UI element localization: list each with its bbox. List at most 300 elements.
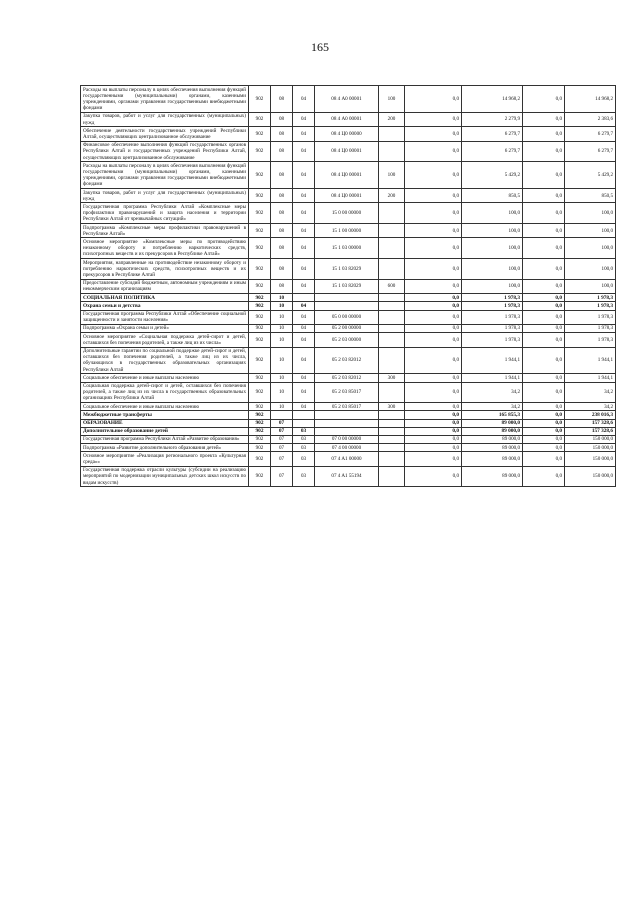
admin-code-cell: 902 (249, 333, 271, 347)
expense-type-cell (379, 203, 405, 224)
row-name-cell: Межбюджетные трансферты (81, 411, 249, 419)
admin-code-cell: 902 (249, 302, 271, 310)
table-row (81, 333, 616, 347)
amount-4-cell: 14 968,2 (565, 86, 616, 113)
table-row (81, 403, 616, 411)
expense-type-cell (379, 347, 405, 374)
amount-2-cell: 89 000,0 (462, 444, 523, 452)
amount-1-cell: 0,0 (405, 411, 462, 419)
subsection-code-cell: 04 (293, 333, 315, 347)
expense-type-cell (379, 310, 405, 324)
subsection-code-cell: 03 (293, 427, 315, 435)
row-name-cell: Расходы на выплаты персоналу в целях обеспечения выполнения функций государственными (муниципальными) органами, казенными учреждениями, органами управления государственными внебюджетными фондами (81, 86, 249, 113)
section-code-cell: 08 (271, 86, 293, 113)
amount-3-cell: 0,0 (523, 435, 565, 443)
amount-4-cell: 238 016,3 (565, 411, 616, 419)
subsection-code-cell: 04 (293, 238, 315, 259)
amount-1-cell: 0,0 (405, 302, 462, 310)
table-row (81, 259, 616, 280)
amount-3-cell: 0,0 (523, 411, 565, 419)
table-row (81, 141, 616, 162)
subsection-code-cell (293, 411, 315, 419)
expense-type-cell (379, 302, 405, 310)
amount-2-cell: 100,0 (462, 279, 523, 293)
row-name-cell: ОБРАЗОВАНИЕ (81, 419, 249, 427)
admin-code-cell: 902 (249, 444, 271, 452)
amount-2-cell: 100,0 (462, 259, 523, 280)
expense-type-cell (379, 452, 405, 466)
subsection-code-cell: 04 (293, 162, 315, 189)
amount-1-cell: 0,0 (405, 382, 462, 403)
target-article-cell: 08 4 А0 00001 (315, 112, 379, 126)
subsection-code-cell: 03 (293, 452, 315, 466)
subsection-code-cell: 04 (293, 86, 315, 113)
section-code-cell: 08 (271, 279, 293, 293)
table-row (81, 86, 616, 113)
admin-code-cell: 902 (249, 162, 271, 189)
amount-2-cell: 1 978,3 (462, 324, 523, 332)
target-article-cell: 15 0 00 00000 (315, 203, 379, 224)
expense-type-cell (379, 427, 405, 435)
subsection-code-cell: 04 (293, 382, 315, 403)
target-article-cell: 08 4 А0 00001 (315, 86, 379, 113)
table-row (81, 162, 616, 189)
row-name-cell: Закупка товаров, работ и услуг для государственных (муниципальных) нужд (81, 189, 249, 203)
amount-2-cell: 165 855,3 (462, 411, 523, 419)
amount-4-cell: 1 978,3 (565, 324, 616, 332)
amount-3-cell: 0,0 (523, 382, 565, 403)
table-row (81, 224, 616, 238)
amount-4-cell: 157 328,6 (565, 419, 616, 427)
table-row (81, 189, 616, 203)
amount-4-cell: 100,0 (565, 224, 616, 238)
row-name-cell: Охрана семьи и детства (81, 302, 249, 310)
amount-1-cell: 0,0 (405, 403, 462, 411)
target-article-cell: 08 4 Ц0 00001 (315, 141, 379, 162)
section-code-cell: 07 (271, 427, 293, 435)
admin-code-cell: 902 (249, 238, 271, 259)
subsection-code-cell: 04 (293, 189, 315, 203)
admin-code-cell: 902 (249, 127, 271, 141)
amount-2-cell: 6 279,7 (462, 127, 523, 141)
table-row (81, 203, 616, 224)
amount-4-cell: 150 000,0 (565, 444, 616, 452)
section-code-cell: 07 (271, 466, 293, 487)
target-article-cell: 08 4 Ц0 00001 (315, 162, 379, 189)
amount-3-cell: 0,0 (523, 238, 565, 259)
amount-4-cell: 150 000,0 (565, 466, 616, 487)
subsection-code-cell: 04 (293, 112, 315, 126)
amount-3-cell: 0,0 (523, 203, 565, 224)
expense-type-cell: 100 (379, 86, 405, 113)
row-name-cell: Социальное обеспечение и иные выплаты населению (81, 374, 249, 382)
admin-code-cell: 902 (249, 324, 271, 332)
amount-3-cell: 0,0 (523, 374, 565, 382)
amount-4-cell: 5 429,2 (565, 162, 616, 189)
amount-4-cell: 100,0 (565, 238, 616, 259)
amount-2-cell: 6 279,7 (462, 141, 523, 162)
amount-2-cell: 89 000,0 (462, 435, 523, 443)
admin-code-cell: 902 (249, 382, 271, 403)
subsection-code-cell: 03 (293, 466, 315, 487)
admin-code-cell: 902 (249, 403, 271, 411)
row-name-cell: Государственная программа Республики Алтай «Обеспечение социальной защищенности и занятости населения» (81, 310, 249, 324)
admin-code-cell: 902 (249, 86, 271, 113)
target-article-cell: 07 0 00 00000 (315, 435, 379, 443)
amount-4-cell: 1 944,1 (565, 347, 616, 374)
admin-code-cell: 902 (249, 411, 271, 419)
subsection-code-cell: 03 (293, 444, 315, 452)
expense-type-cell: 600 (379, 279, 405, 293)
admin-code-cell: 902 (249, 279, 271, 293)
expense-type-cell (379, 435, 405, 443)
section-code-cell (271, 411, 293, 419)
expense-type-cell: 100 (379, 162, 405, 189)
target-article-cell (315, 302, 379, 310)
expense-type-cell: 300 (379, 374, 405, 382)
subsection-code-cell: 04 (293, 310, 315, 324)
admin-code-cell: 902 (249, 310, 271, 324)
amount-3-cell: 0,0 (523, 444, 565, 452)
amount-2-cell: 2 279,9 (462, 112, 523, 126)
table-row (81, 127, 616, 141)
section-code-cell: 08 (271, 127, 293, 141)
amount-2-cell: 850,5 (462, 189, 523, 203)
amount-2-cell: 14 968,2 (462, 86, 523, 113)
amount-1-cell: 0,0 (405, 294, 462, 302)
expense-type-cell: 200 (379, 189, 405, 203)
section-code-cell: 08 (271, 141, 293, 162)
admin-code-cell: 902 (249, 347, 271, 374)
expense-type-cell (379, 333, 405, 347)
table-row (81, 238, 616, 259)
amount-2-cell: 1 978,3 (462, 333, 523, 347)
page-number: 165 (311, 40, 329, 54)
amount-2-cell: 89 000,0 (462, 419, 523, 427)
amount-1-cell: 0,0 (405, 333, 462, 347)
subsection-code-cell (293, 419, 315, 427)
subsection-code-cell (293, 294, 315, 302)
amount-4-cell: 1 978,3 (565, 310, 616, 324)
section-code-cell: 10 (271, 294, 293, 302)
amount-2-cell: 100,0 (462, 203, 523, 224)
section-code-cell: 08 (271, 238, 293, 259)
amount-3-cell: 0,0 (523, 302, 565, 310)
admin-code-cell: 902 (249, 427, 271, 435)
expense-type-cell (379, 259, 405, 280)
target-article-cell: 05 2 03 85017 (315, 382, 379, 403)
row-name-cell: Социальная поддержка детей-сирот и детей, оставшихся без попечения родителей, а также лиц из их числа в государственных образовательных организациях Республики Алтай (81, 382, 249, 403)
section-code-cell: 10 (271, 347, 293, 374)
admin-code-cell: 902 (249, 419, 271, 427)
amount-4-cell: 34,2 (565, 403, 616, 411)
row-name-cell: Мероприятия, направленные на противодействие незаконному обороту и потреблению наркотических средств, психотропных веществ и их прекурсоров в Республике Алтай (81, 259, 249, 280)
amount-1-cell: 0,0 (405, 466, 462, 487)
amount-1-cell: 0,0 (405, 203, 462, 224)
target-article-cell: 05 0 00 00000 (315, 310, 379, 324)
table-row (81, 452, 616, 466)
expense-type-cell (379, 127, 405, 141)
amount-1-cell: 0,0 (405, 162, 462, 189)
target-article-cell: 07 4 A1 00000 (315, 452, 379, 466)
amount-1-cell: 0,0 (405, 224, 462, 238)
amount-1-cell: 0,0 (405, 141, 462, 162)
section-code-cell: 10 (271, 310, 293, 324)
subsection-code-cell: 04 (293, 347, 315, 374)
target-article-cell (315, 294, 379, 302)
subsection-code-cell: 04 (293, 224, 315, 238)
amount-2-cell: 1 978,3 (462, 310, 523, 324)
row-name-cell: Основное мероприятие «Реализация регионального проекта «Культурная среда»» (81, 452, 249, 466)
table-row (81, 112, 616, 126)
amount-1-cell: 0,0 (405, 324, 462, 332)
amount-3-cell: 0,0 (523, 427, 565, 435)
row-name-cell: Финансовое обеспечение выполнения функций государственных органов Республики Алтай и государственных учреждений Республики Алтай, осуществляющих централизованное обслуживание (81, 141, 249, 162)
amount-2-cell: 100,0 (462, 238, 523, 259)
amount-3-cell: 0,0 (523, 162, 565, 189)
table-row (81, 302, 616, 310)
section-code-cell: 08 (271, 162, 293, 189)
row-name-cell: Социальное обеспечение и иные выплаты населению (81, 403, 249, 411)
amount-2-cell: 89 000,0 (462, 452, 523, 466)
amount-4-cell: 6 279,7 (565, 127, 616, 141)
subsection-code-cell: 04 (293, 259, 315, 280)
amount-3-cell: 0,0 (523, 324, 565, 332)
amount-3-cell: 0,0 (523, 419, 565, 427)
target-article-cell: 15 1 03 00000 (315, 238, 379, 259)
target-article-cell: 15 1 00 00000 (315, 224, 379, 238)
amount-1-cell: 0,0 (405, 86, 462, 113)
target-article-cell: 05 2 03 85017 (315, 403, 379, 411)
amount-1-cell: 0,0 (405, 347, 462, 374)
expense-type-cell (379, 444, 405, 452)
amount-1-cell: 0,0 (405, 279, 462, 293)
expense-type-cell (379, 238, 405, 259)
amount-3-cell: 0,0 (523, 259, 565, 280)
expense-type-cell (379, 324, 405, 332)
amount-4-cell: 100,0 (565, 203, 616, 224)
amount-1-cell: 0,0 (405, 374, 462, 382)
amount-4-cell: 2 383,6 (565, 112, 616, 126)
expense-type-cell: 200 (379, 112, 405, 126)
amount-2-cell: 89 000,0 (462, 466, 523, 487)
admin-code-cell: 902 (249, 189, 271, 203)
section-code-cell: 10 (271, 324, 293, 332)
section-code-cell: 10 (271, 374, 293, 382)
expense-type-cell: 300 (379, 403, 405, 411)
target-article-cell: 07 4 A1 55194 (315, 466, 379, 487)
table-row (81, 347, 616, 374)
admin-code-cell: 902 (249, 203, 271, 224)
target-article-cell (315, 427, 379, 435)
table-row (81, 419, 616, 427)
row-name-cell: Предоставление субсидий бюджетным, автономным учреждениям и иным некоммерческим организациям (81, 279, 249, 293)
amount-2-cell: 100,0 (462, 224, 523, 238)
expense-type-cell (379, 466, 405, 487)
amount-3-cell: 0,0 (523, 224, 565, 238)
target-article-cell: 08 4 Ц0 00000 (315, 127, 379, 141)
subsection-code-cell: 03 (293, 435, 315, 443)
amount-1-cell: 0,0 (405, 127, 462, 141)
amount-4-cell: 100,0 (565, 259, 616, 280)
table-row (81, 279, 616, 293)
amount-3-cell: 0,0 (523, 347, 565, 374)
amount-3-cell: 0,0 (523, 403, 565, 411)
amount-1-cell: 0,0 (405, 112, 462, 126)
section-code-cell: 10 (271, 302, 293, 310)
section-code-cell: 08 (271, 224, 293, 238)
amount-3-cell: 0,0 (523, 333, 565, 347)
amount-3-cell: 0,0 (523, 112, 565, 126)
amount-1-cell: 0,0 (405, 452, 462, 466)
section-code-cell: 10 (271, 382, 293, 403)
table-row (81, 310, 616, 324)
amount-1-cell: 0,0 (405, 259, 462, 280)
target-article-cell: 08 4 Ц0 00001 (315, 189, 379, 203)
table-row (81, 382, 616, 403)
amount-3-cell: 0,0 (523, 310, 565, 324)
row-name-cell: Расходы на выплаты персоналу в целях обеспечения выполнения функций государственными (муниципальными) органами, казенными учреждениями, органами управления государственными внебюджетными фондами (81, 162, 249, 189)
table-row (81, 435, 616, 443)
amount-1-cell: 0,0 (405, 427, 462, 435)
amount-4-cell: 1 978,3 (565, 302, 616, 310)
amount-1-cell: 0,0 (405, 435, 462, 443)
row-name-cell: Обеспечение деятельности государственных учреждений Республики Алтай, осуществляющих централизованное обслуживание (81, 127, 249, 141)
row-name-cell: Дополнительное образование детей (81, 427, 249, 435)
subsection-code-cell: 04 (293, 141, 315, 162)
admin-code-cell: 902 (249, 452, 271, 466)
section-code-cell: 07 (271, 444, 293, 452)
amount-4-cell: 1 978,3 (565, 333, 616, 347)
row-name-cell: Подпрограмма «Развитие дополнительного образования детей» (81, 444, 249, 452)
expense-type-cell (379, 294, 405, 302)
row-name-cell: Государственная поддержка отрасли культуры (субсидии на реализацию мероприятий по модернизации муниципальных детских школ искусств по видам искусств) (81, 466, 249, 487)
amount-4-cell: 100,0 (565, 279, 616, 293)
row-name-cell: Основное мероприятие «Социальная поддержка детей-сирот и детей, оставшихся без попечения родителей, а также лиц из их числа» (81, 333, 249, 347)
amount-4-cell: 150 000,0 (565, 452, 616, 466)
section-code-cell: 10 (271, 333, 293, 347)
amount-4-cell: 34,2 (565, 382, 616, 403)
admin-code-cell: 902 (249, 466, 271, 487)
admin-code-cell: 902 (249, 259, 271, 280)
budget-table-body (81, 86, 616, 487)
row-name-cell: Подпрограмма «Комплексные меры профилактики правонарушений в Республике Алтай» (81, 224, 249, 238)
amount-2-cell: 5 429,2 (462, 162, 523, 189)
amount-3-cell: 0,0 (523, 141, 565, 162)
amount-1-cell: 0,0 (405, 310, 462, 324)
row-name-cell: Закупка товаров, работ и услуг для государственных (муниципальных) нужд (81, 112, 249, 126)
target-article-cell: 07 4 00 00000 (315, 444, 379, 452)
amount-2-cell: 1 978,3 (462, 294, 523, 302)
amount-3-cell: 0,0 (523, 294, 565, 302)
row-name-cell: Дополнительные гарантии по социальной поддержке детей-сирот и детей, оставшихся без попечения родителей, а также лиц из их числа, обучающихся в государственных образовательных организациях Республики Алтай (81, 347, 249, 374)
row-name-cell: Государственная программа Республики Алтай «Комплексные меры профилактики правонарушений и защита населения и территории Республики Алтай от чрезвычайных ситуаций» (81, 203, 249, 224)
amount-4-cell: 1 944,1 (565, 374, 616, 382)
section-code-cell: 08 (271, 189, 293, 203)
admin-code-cell: 902 (249, 141, 271, 162)
subsection-code-cell: 04 (293, 302, 315, 310)
subsection-code-cell: 04 (293, 374, 315, 382)
target-article-cell: 15 1 03 82029 (315, 279, 379, 293)
subsection-code-cell: 04 (293, 324, 315, 332)
target-article-cell: 05 2 03 82012 (315, 374, 379, 382)
section-code-cell: 08 (271, 112, 293, 126)
target-article-cell (315, 419, 379, 427)
amount-2-cell: 1 978,3 (462, 302, 523, 310)
table-row (81, 411, 616, 419)
amount-4-cell: 6 279,7 (565, 141, 616, 162)
amount-3-cell: 0,0 (523, 189, 565, 203)
row-name-cell: СОЦИАЛЬНАЯ ПОЛИТИКА (81, 294, 249, 302)
expense-type-cell (379, 382, 405, 403)
expense-type-cell (379, 411, 405, 419)
subsection-code-cell: 04 (293, 279, 315, 293)
amount-2-cell: 1 944,1 (462, 347, 523, 374)
amount-4-cell: 1 978,3 (565, 294, 616, 302)
amount-1-cell: 0,0 (405, 189, 462, 203)
amount-3-cell: 0,0 (523, 466, 565, 487)
section-code-cell: 10 (271, 403, 293, 411)
target-article-cell: 05 2 03 00000 (315, 333, 379, 347)
row-name-cell: Основное мероприятие «Комплексные меры по противодействию незаконному обороту и потреблению наркотических средств, психотропных веществ и их прекурсоров в Республике Алтай» (81, 238, 249, 259)
table-row (81, 294, 616, 302)
amount-2-cell: 34,2 (462, 403, 523, 411)
amount-2-cell: 1 944,1 (462, 374, 523, 382)
target-article-cell: 05 2 00 00000 (315, 324, 379, 332)
amount-4-cell: 850,5 (565, 189, 616, 203)
amount-2-cell: 34,2 (462, 382, 523, 403)
target-article-cell (315, 411, 379, 419)
admin-code-cell: 902 (249, 294, 271, 302)
target-article-cell: 05 2 03 82012 (315, 347, 379, 374)
section-code-cell: 08 (271, 203, 293, 224)
subsection-code-cell: 04 (293, 203, 315, 224)
amount-1-cell: 0,0 (405, 444, 462, 452)
expense-type-cell (379, 419, 405, 427)
section-code-cell: 07 (271, 452, 293, 466)
table-row (81, 427, 616, 435)
section-code-cell: 07 (271, 419, 293, 427)
expense-type-cell (379, 224, 405, 238)
subsection-code-cell: 04 (293, 127, 315, 141)
section-code-cell: 08 (271, 259, 293, 280)
amount-4-cell: 150 000,0 (565, 435, 616, 443)
subsection-code-cell: 04 (293, 403, 315, 411)
row-name-cell: Подпрограмма «Охрана семьи и детей» (81, 324, 249, 332)
admin-code-cell: 902 (249, 435, 271, 443)
amount-1-cell: 0,0 (405, 238, 462, 259)
admin-code-cell: 902 (249, 112, 271, 126)
admin-code-cell: 902 (249, 224, 271, 238)
table-row (81, 466, 616, 487)
amount-3-cell: 0,0 (523, 127, 565, 141)
row-name-cell: Государственная программа Республики Алтай «Развитие образования» (81, 435, 249, 443)
admin-code-cell: 902 (249, 374, 271, 382)
budget-table (80, 85, 616, 487)
expense-type-cell (379, 141, 405, 162)
table-row (81, 444, 616, 452)
section-code-cell: 07 (271, 435, 293, 443)
amount-2-cell: 89 000,0 (462, 427, 523, 435)
amount-4-cell: 157 328,6 (565, 427, 616, 435)
amount-3-cell: 0,0 (523, 452, 565, 466)
amount-3-cell: 0,0 (523, 86, 565, 113)
target-article-cell: 15 1 03 82029 (315, 259, 379, 280)
table-row (81, 374, 616, 382)
amount-3-cell: 0,0 (523, 279, 565, 293)
amount-1-cell: 0,0 (405, 419, 462, 427)
table-row (81, 324, 616, 332)
